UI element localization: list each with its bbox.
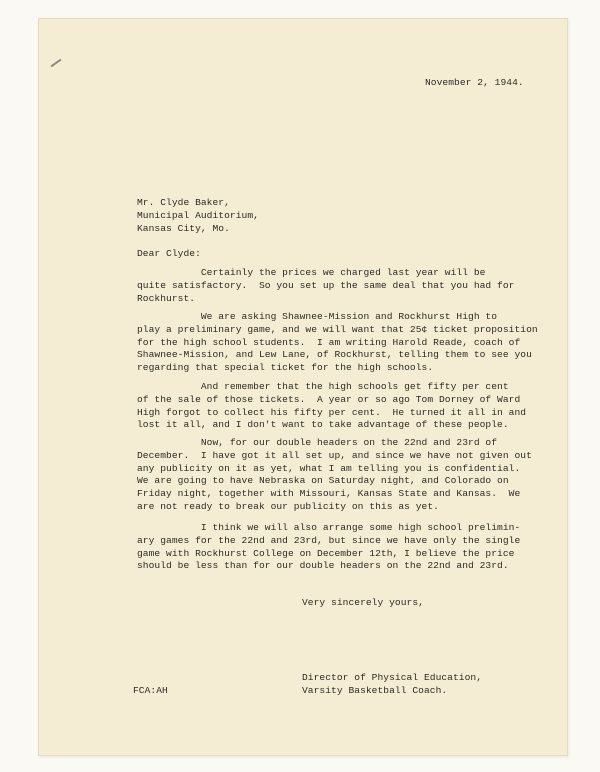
text-line: quite satisfactory. So you set up the same deal that you had for: [137, 279, 515, 291]
text-line: lost it all, and I don't want to take advantage of these people.: [137, 419, 509, 431]
text-line: Certainly the prices we charged last year will be: [137, 267, 486, 278]
paragraph-3: [137, 381, 526, 432]
text-line: High forgot to collect his fifty per cent. He turned it all in and: [137, 406, 527, 418]
recipient-line: Kansas City, Mo.: [137, 222, 230, 234]
text-line: December. I have got it all set up, and since we have not given out: [137, 449, 532, 461]
text-line: game with Rockhurst College on December 12th, I believe the price: [137, 547, 515, 559]
text-line: regarding that special ticket for the high schools.: [137, 362, 434, 374]
text-line: any publicity on it as yet, what I am telling you is confidential.: [137, 462, 521, 474]
complimentary-close: Very sincerely yours,: [302, 597, 424, 608]
recipient-line: Mr. Clyde Baker,: [137, 197, 230, 208]
signature-block: [302, 672, 482, 698]
text-line: of the sale of those tickets. A year or so ago Tom Dorney of Ward: [137, 393, 521, 405]
text-line: Rockhurst.: [137, 292, 196, 304]
signature-line: Director of Physical Education,: [302, 672, 483, 683]
text-line: Friday night, together with Missouri, Kansas State and Kansas. We: [137, 488, 521, 500]
text-line: ary games for the 22nd and 23rd, but since we have only the single: [137, 534, 521, 546]
salutation: Dear Clyde:: [137, 248, 201, 259]
text-line: We are asking Shawnee-Mission and Rockhurst High to: [137, 311, 498, 322]
text-line: And remember that the high schools get fifty per cent: [137, 381, 509, 392]
text-line: play a preliminary game, and we will want that 25¢ ticket proposition: [137, 323, 538, 335]
signature-line: Varsity Basketball Coach.: [302, 684, 448, 696]
paragraph-1: [137, 267, 514, 305]
text-line: Shawnee-Mission, and Lew Lane, of Rockhurst, telling them to see you: [137, 349, 532, 361]
paragraph-2: [137, 311, 538, 375]
recipient-line: Municipal Auditorium,: [137, 209, 259, 221]
text-line: are not ready to break our publicity on this as yet.: [137, 500, 439, 512]
text-line: Now, for our double headers on the 22nd and 23rd of: [137, 437, 498, 448]
paragraph-5: [137, 522, 520, 573]
text-line: We are going to have Nebraska on Saturday night, and Colorado on: [137, 475, 509, 487]
text-line: I think we will also arrange some high school prelimin-: [137, 522, 521, 533]
reference-initials: FCA:AH: [133, 685, 168, 696]
text-line: for the high school students. I am writing Harold Reade, coach of: [137, 336, 521, 348]
paragraph-4: [137, 437, 532, 514]
recipient-address: [137, 197, 259, 235]
text-line: should be less than for our double headers on the 22nd and 23rd.: [137, 560, 509, 572]
letter-date: November 2, 1944.: [425, 77, 524, 88]
